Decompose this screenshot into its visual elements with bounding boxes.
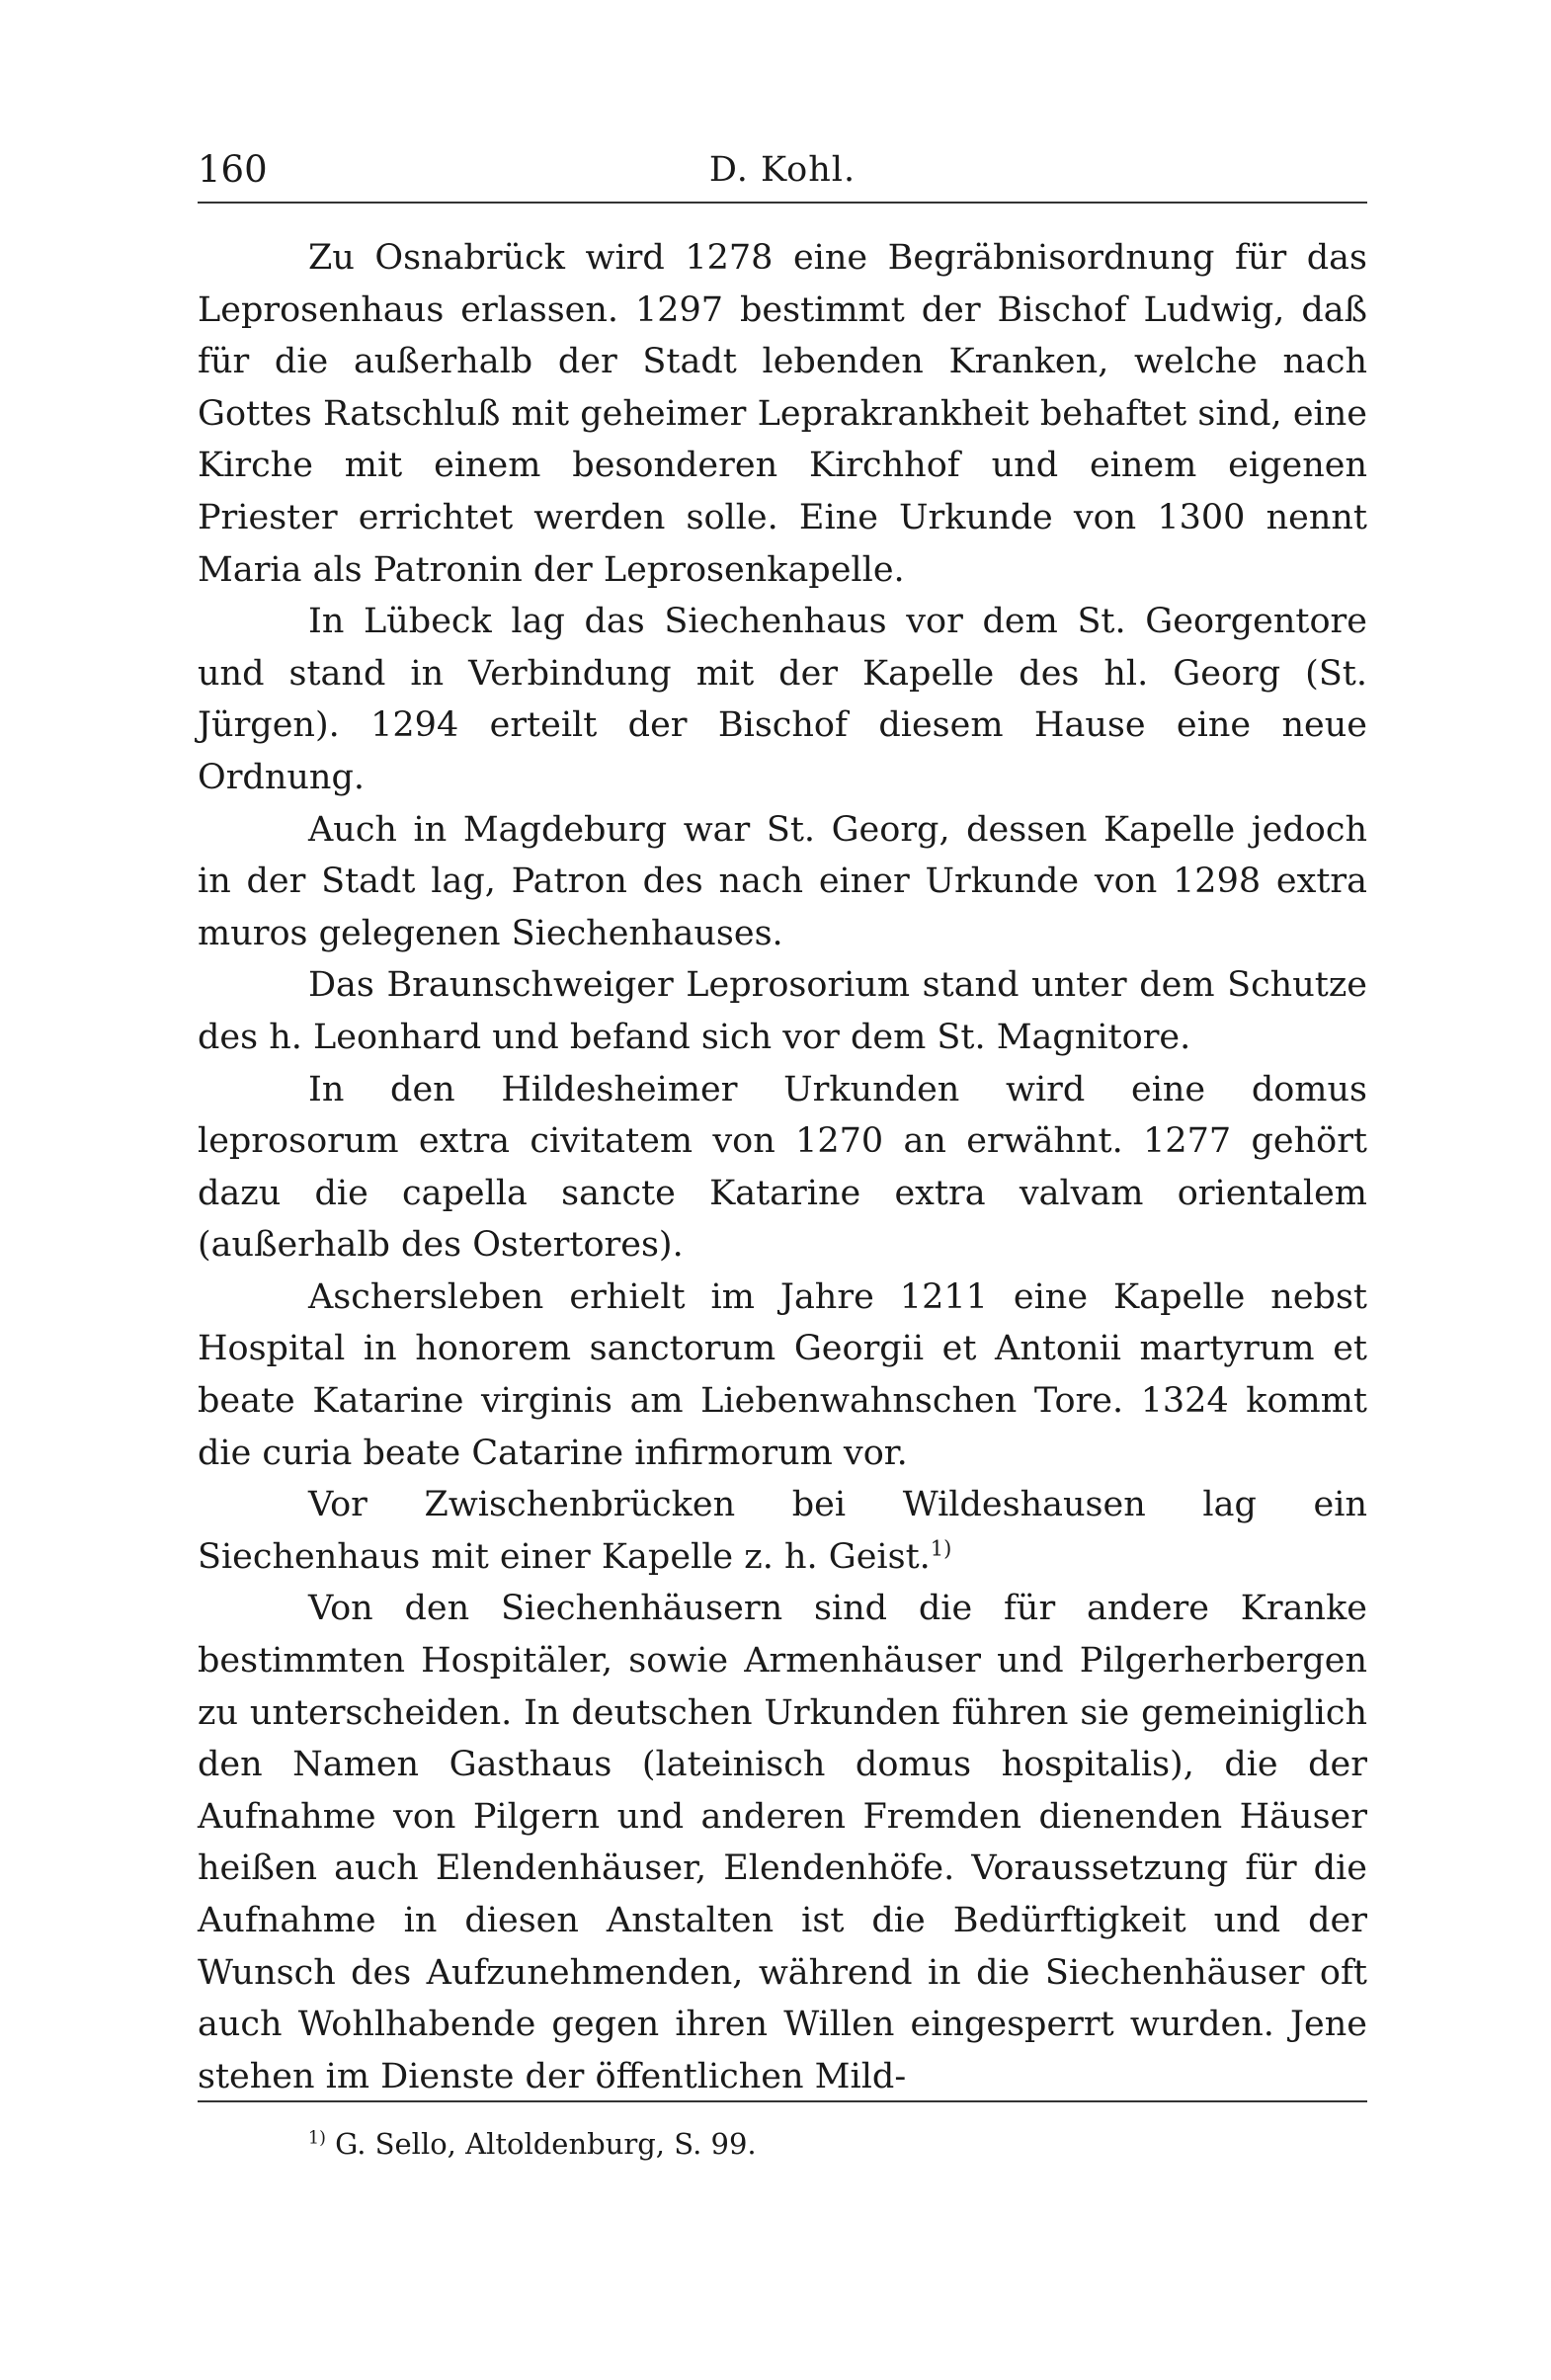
footnote-text: G. Sello, Altoldenburg, S. 99.	[335, 2127, 757, 2161]
paragraph-hildesheim: In den Hildesheimer Urkunden wird eine domus leprosorum extra civitatem von 1270 an erwähnt. 1277 gehört dazu die capella sancte Katarine extra valvam orientalem (außerhalb des Ostertores).	[198, 1069, 1367, 1266]
body-text	[198, 232, 1367, 2102]
paragraph-luebeck: In Lübeck lag das Siechenhaus vor dem St. Georgentore und stand in Verbindung mit der Kapelle des hl. Georg (St. Jürgen). 1294 erteilt der Bischof diesem Hause eine neue Ordnung.	[198, 602, 1367, 797]
paragraph-braunschweig: Das Braunschweiger Leprosorium stand unter dem Schutze des h. Leonhard und befand sich vor dem St. Magnitore.	[198, 965, 1367, 1057]
running-head: D. Kohl.	[708, 150, 857, 190]
page-number: 160	[198, 148, 268, 191]
paragraph-magdeburg: Auch in Magdeburg war St. Georg, dessen Kapelle jedoch in der Stadt lag, Patron des nach einer Urkunde von 1298 extra muros gelegenen Siechenhauses.	[198, 809, 1367, 953]
footnote-reference: 1)	[930, 1536, 952, 1561]
paragraph-zwischenbruecken-text: Vor Zwischenbrücken bei Wildeshausen lag ein Siechenhaus mit einer Kapelle z. h. Geist.	[198, 1485, 1367, 1577]
header-rule	[198, 202, 1367, 204]
paragraph-aschersleben: Aschersleben erhielt im Jahre 1211 eine Kapelle nebst Hospital in honorem sanctorum Georgii et Antonii martyrum et beate Katarine virginis am Liebenwahnschen Tore. 1324 kommt die curia beate Catarine infirmorum vor.	[198, 1276, 1367, 1473]
paragraph-zwischenbruecken	[198, 1479, 1367, 1583]
footnote-marker: 1)	[308, 2128, 326, 2149]
paragraph-osnabrueck: Zu Osnabrück wird 1278 eine Begräbnisordnung für das Leprosenhaus erlassen. 1297 bestimmt der Bischof Ludwig, daß für die außerhalb der Stadt lebenden Kranken, welche nach Gottes Ratschluß mit geheimer Leprakrankheit behaftet sind, eine Kirche mit einem besonderen Kirchhof und einem eigenen Priester errichtet werden solle. Eine Urkunde von 1300 nennt Maria als Patronin der Leprosenkapelle.	[198, 238, 1367, 590]
page-header	[198, 148, 1367, 198]
paragraph-hospitaeler: Von den Siechenhäusern sind die für andere Kranke bestimmten Hospitäler, sowie Armenhäuser und Pilgerherbergen zu unterscheiden. In deutschen Urkunden führen sie gemeiniglich den Namen Gasthaus (lateinisch domus hospitalis), die der Aufnahme von Pilgern und anderen Fremden dienenden Häuser heißen auch Elendenhäuser, Elendenhöfe. Voraussetzung für die Aufnahme in diesen Anstalten ist die Bedürftigkeit und der Wunsch des Aufzunehmenden, während in die Siechenhäuser oft auch Wohlhabende gegen ihren Willen eingesperrt wurden. Jene stehen im Dienste der öffentlichen Mild-	[198, 1589, 1367, 2096]
footnote	[308, 2124, 757, 2164]
footnote-rule	[198, 2100, 1367, 2102]
